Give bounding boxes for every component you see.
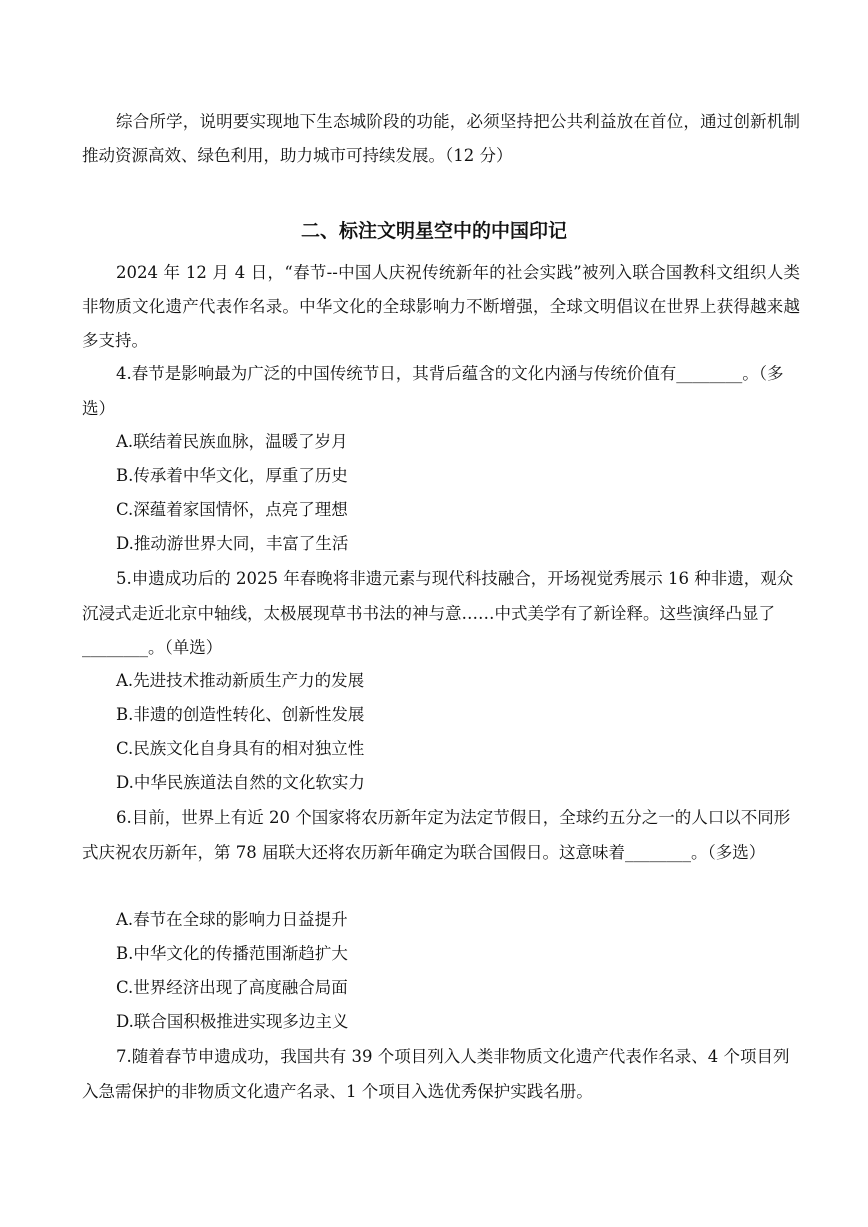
question-5-stem: 5.申遗成功后的 2025 年春晚将非遗元素与现代科技融合，开场视觉秀展示 16 种非遗，观众沉浸式走近北京中轴线，太极展现草书书法的神与意……中式美学有了新诠释。这些演绎凸显了________。（单选） — [82, 569, 794, 657]
question-5-option-b: B.非遗的创造性转化、创新性发展 — [116, 705, 365, 724]
section-heading: 二、标注文明星空中的中国印记 — [300, 220, 567, 242]
question-4-option-c: C.深蕴着家国情怀，点亮了理想 — [116, 500, 348, 519]
question-5-option-d: D.中华民族道法自然的文化软实力 — [116, 773, 365, 792]
question-7-stem: 7.随着春节申遗成功，我国共有 39 个项目列入人类非物质文化遗产代表作名录、4 个项目列入急需保护的非物质文化遗产名录、1 个项目入选优秀保护实践名册。 — [82, 1047, 790, 1101]
question-4-option-d: D.推动游世界大同，丰富了生活 — [116, 534, 349, 553]
question-6-option-c: C.世界经济出现了高度融合局面 — [116, 978, 348, 997]
question-4-option-b: B.传承着中华文化，厚重了历史 — [116, 466, 348, 485]
question-6-option-d: D.联合国积极推进实现多边主义 — [116, 1012, 349, 1031]
question-4-option-a: A.联结着民族血脉，温暖了岁月 — [116, 432, 348, 451]
question-5-option-a: A.先进技术推动新质生产力的发展 — [116, 671, 365, 690]
intro-paragraph: 综合所学，说明要实现地下生态城阶段的功能，必须坚持把公共利益放在首位，通过创新机制推动资源高效、绿色利用，助力城市可持续发展。（12 分） — [82, 112, 800, 165]
question-6-option-a: A.春节在全球的影响力日益提升 — [116, 910, 348, 929]
question-4-stem: 4.春节是影响最为广泛的中国传统节日，其背后蕴含的文化内涵与传统价值有________。（多选） — [82, 364, 784, 418]
background-paragraph: 2024 年 12 月 4 日，“春节--中国人庆祝传统新年的社会实践”被列入联合国教科文组织人类非物质文化遗产代表作名录。中华文化的全球影响力不断增强，全球文明倡议在世界上获得越来越多支持。 — [82, 263, 800, 350]
question-5-option-c: C.民族文化自身具有的相对独立性 — [116, 739, 365, 758]
question-6-stem: 6.目前，世界上有近 20 个国家将农历新年定为法定节假日，全球约五分之一的人口以不同形式庆祝农历新年，第 78 届联大还将农历新年确定为联合国假日。这意味着________。（多选） — [82, 808, 791, 862]
question-6-option-b: B.中华文化的传播范围渐趋扩大 — [116, 944, 348, 963]
